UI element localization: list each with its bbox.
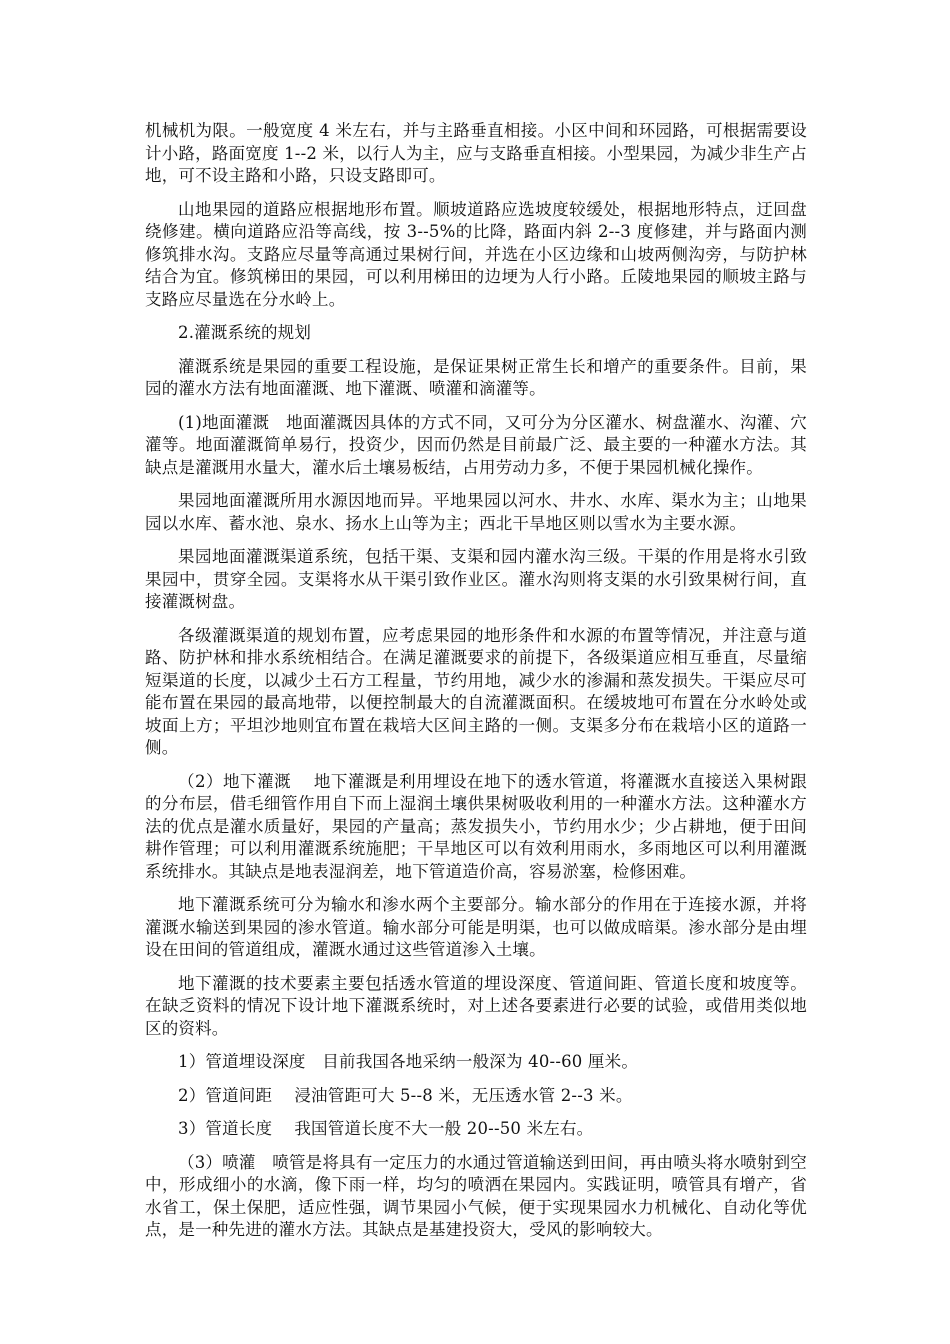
list-item-pipe-length: 3）管道长度 我国管道长度不大一般 20--50 米左右。 bbox=[178, 1119, 594, 1138]
paragraph-subsurface-parts: 地下灌溉系统可分为输水和渗水两个主要部分。输水部分的作用在于连接水源，并将灌溉水输送到果园的渗水管道。输水部分可能是明渠，也可以做成暗渠。渗水部分是由埋设在田间的管道组成，灌溉水通过这些管道渗入土壤。 bbox=[145, 895, 807, 959]
paragraph-canal-system: 果园地面灌溉渠道系统，包括干渠、支渠和园内灌水沟三级。干渠的作用是将水引致果园中，贯穿全园。支渠将水从干渠引致作业区。灌水沟则将支渠的水引致果树行间，直接灌溉树盘。 bbox=[145, 547, 807, 611]
paragraph-canal-layout: 各级灌溉渠道的规划布置，应考虑果园的地形条件和水源的布置等情况，并注意与道路、防护林和排水系统相结合。在满足灌溉要求的前提下，各级渠道应相互垂直，尽量缩短渠道的长度，以减少土石方工程量，节约用地，减少水的渗漏和蒸发损失。干渠应尽可能布置在果园的最高地带，以便控制最大的自流灌溉面积。在缓坡地可布置在分水岭处或坡面上方；平坦沙地则宜布置在栽培大区间主路的一侧。支渠多分布在栽培小区的道路一侧。 bbox=[145, 625, 807, 757]
list-item-pipe-spacing: 2）管道间距 浸油管距可大 5--8 米，无压透水管 2--3 米。 bbox=[178, 1085, 633, 1105]
section-heading-irrigation: 2.灌溉系统的规划 bbox=[178, 323, 312, 342]
paragraph-surface-irrigation: (1)地面灌溉 地面灌溉因具体的方式不同，又可分为分区灌水、树盘灌水、沟灌、穴灌等。地面灌溉简单易行，投资少，因而仍然是目前最广泛、最主要的一种灌水方法。其缺点是灌溉用水量大，灌水后土壤易板结，占用劳动力多，不便于果园机械化操作。 bbox=[145, 412, 807, 477]
paragraph-subsurface-technical: 地下灌溉的技术要素主要包括透水管道的埋设深度、管道间距、管道长度和坡度等。在缺乏资料的情况下设计地下灌溉系统时，对上述各要素进行必要的试验，或借用类似地区的资料。 bbox=[145, 973, 807, 1038]
paragraph-irrigation-intro: 灌溉系统是果园的重要工程设施，是保证果树正常生长和增产的重要条件。目前，果园的灌水方法有地面灌溉、地下灌溉、喷灌和滴灌等。 bbox=[145, 356, 807, 398]
list-item-pipe-depth: 1）管道埋设深度 目前我国各地采纳一般深为 40--60 厘米。 bbox=[178, 1052, 639, 1071]
paragraph-water-sources: 果园地面灌溉所用水源因地而异。平地果园以河水、井水、水库、渠水为主；山地果园以水库、蓄水池、泉水、扬水上山等为主；西北干旱地区则以雪水为主要水源。 bbox=[145, 491, 807, 533]
paragraph-sprinkler-irrigation: （3）喷灌 喷管是将具有一定压力的水通过管道输送到田间，再由喷头将水喷射到空中，形成细小的水滴，像下雨一样，均匀的喷洒在果园内。实践证明，喷管具有增产，省水省工，保土保肥，适应性强，调节果园小气候，便于实现果园水力机械化、自动化等优点，是一种先进的灌水方法。其缺点是基建投资大，受风的影响较大。 bbox=[145, 1152, 807, 1239]
paragraph-mountain-roads: 山地果园的道路应根据地形布置。顺坡道路应选坡度较缓处，根据地形特点，迂回盘绕修建。横向道路应沿等高线，按 3--5%的比降，路面内斜 2--3 度修建，并与路面内测修筑排水沟。支路应尽量等高通过果树行间，并选在小区边缘和山坡两侧沟旁，与防护林结合为宜。修筑梯田的果园，可以利用梯田的边埂为人行小路。丘陵地果园的顺坡主路与支路应尽量选在分水岭上。 bbox=[145, 199, 807, 309]
paragraph-subsurface-irrigation: （2）地下灌溉 地下灌溉是利用埋设在地下的透水管道，将灌溉水直接送入果树跟的分布层，借毛细管作用自下而上湿润土壤供果树吸收利用的一种灌水方法。这种灌水方法的优点是灌水质量好，果园的产量高；蒸发损失小，节约用水少；少占耕地，便于田间耕作管理；可以利用灌溉系统施肥；干旱地区可以有效利用雨水，多雨地区可以利用灌溉系统排水。其缺点是地表湿润差，地下管道造价高，容易淤塞，检修困难。 bbox=[145, 771, 807, 881]
document-body bbox=[145, 120, 807, 1253]
paragraph-road-width: 机械机为限。一般宽度 4 米左右，并与主路垂直相接。小区中间和环园路，可根据需要设计小路，路面宽度 1--2 米，以行人为主，应与支路垂直相接。小型果园，为减少非生产占地，可不设主路和小路，只设支路即可。 bbox=[145, 121, 807, 185]
